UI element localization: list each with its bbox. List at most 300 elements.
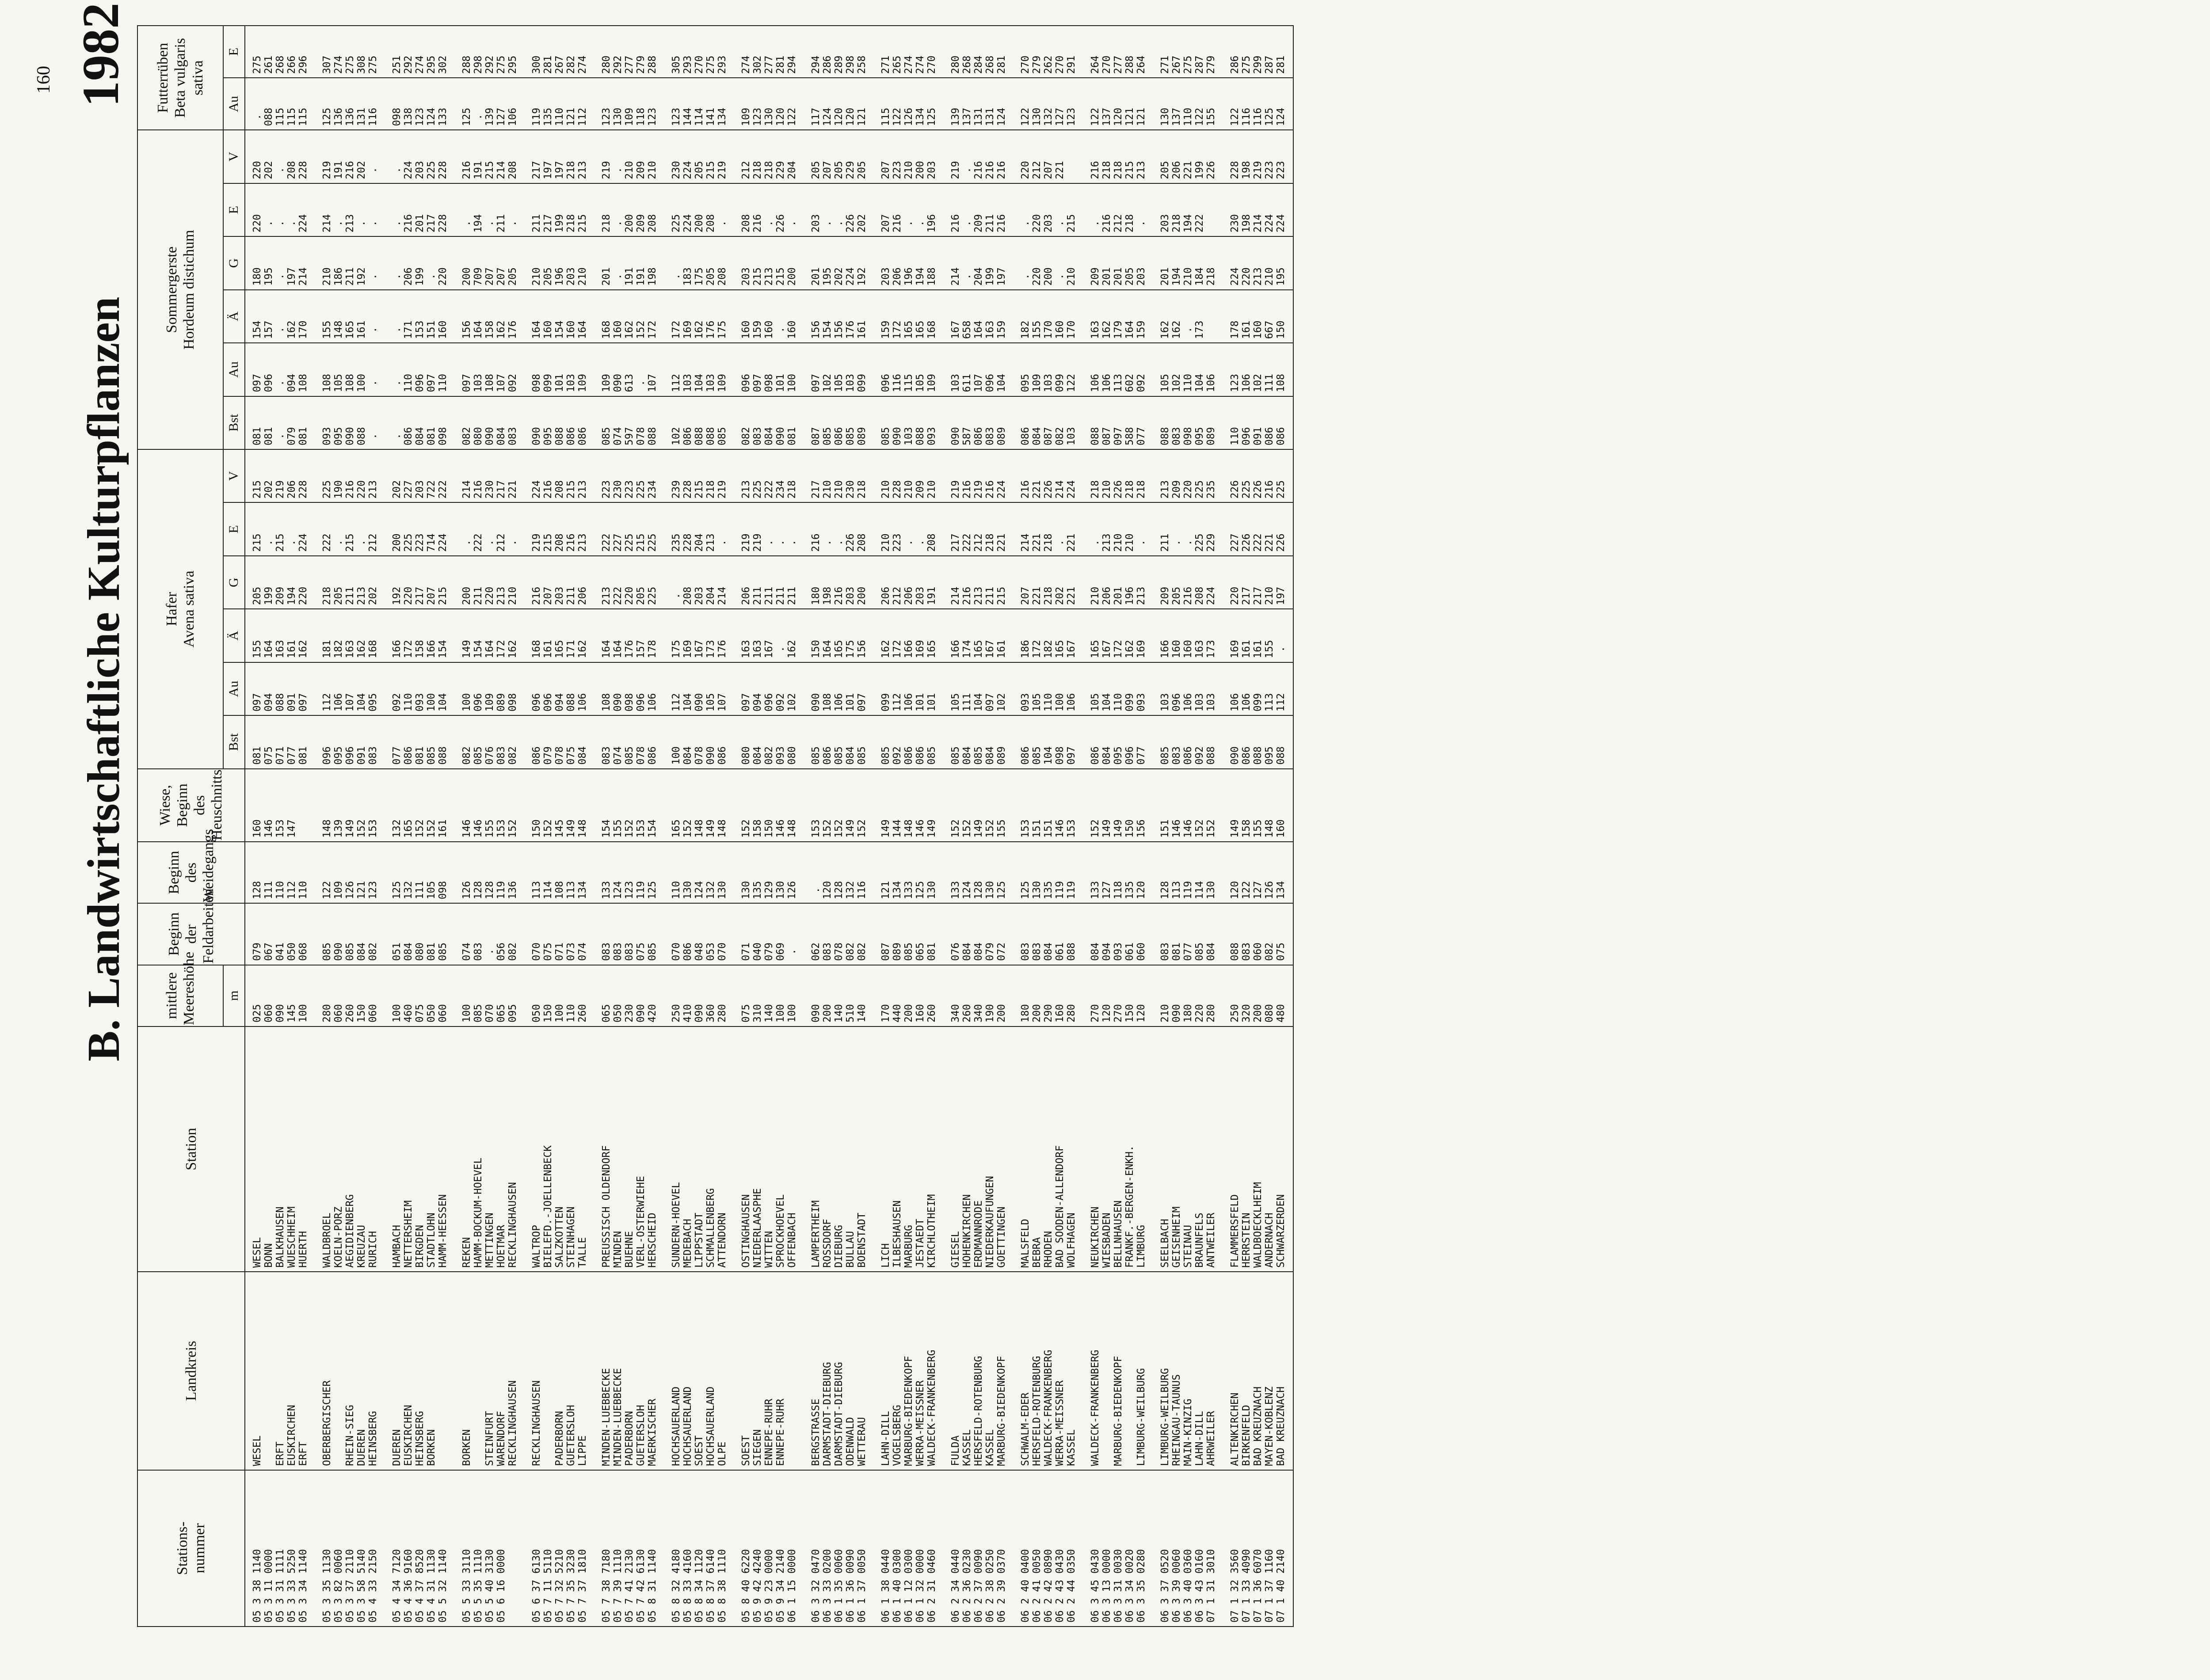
cell-weide: 128 111 110 112 110 bbox=[245, 842, 315, 903]
cell-h-g: 200 211 220 213 210 bbox=[455, 556, 525, 609]
cell-g-ae: 178 161 160 667 150 bbox=[1223, 290, 1293, 343]
cell-g-bst: 110 096 091 086 086 bbox=[1223, 396, 1293, 449]
cell-h-au: 105 111 104 097 102 bbox=[944, 662, 1014, 715]
cell-nr: 05 6 37 6130 05 7 11 5110 05 7 32 5210 05 7 35 3230 05 7 37 1810 bbox=[525, 1470, 594, 1627]
cell-station: SEELBACH GEISENHEIM STEINAU BRAUNFELS ANTWEILER bbox=[1153, 1026, 1223, 1272]
cell-g-g: 201 194 210 184 218 bbox=[1153, 236, 1223, 289]
header-stationsnummer: Stations- nummer bbox=[137, 1470, 245, 1627]
header-rueben-e: E bbox=[223, 26, 245, 78]
cell-landkreis: FULDA KASSEL HERSFELD-ROTENBURG KASSEL MARBURG-BIEDENKOPF bbox=[944, 1272, 1014, 1470]
table-row bbox=[385, 26, 455, 1627]
cell-h-v: 210 228 210 209 210 bbox=[874, 449, 944, 502]
cell-g-e: 207 216 . . 196 bbox=[874, 183, 944, 236]
cell-r-au: 122 116 116 125 124 bbox=[1223, 78, 1293, 130]
phenology-table bbox=[137, 25, 1294, 1627]
cell-h-bst: 100 084 078 090 086 bbox=[664, 715, 734, 768]
cell-h-au: 105 104 110 099 093 bbox=[1083, 662, 1153, 715]
cell-g-g: 214 . 204 199 197 bbox=[944, 236, 1014, 289]
cell-feld: 070 086 048 053 070 bbox=[664, 903, 734, 965]
cell-landkreis: HOCHSAUERLAND HOCHSAUERLAND SOEST HOCHSAUERLAND OLPE bbox=[664, 1272, 734, 1470]
cell-h-e: 227 226 222 221 226 bbox=[1223, 502, 1293, 555]
cell-heu: 153 151 151 146 153 bbox=[1014, 769, 1083, 842]
table-row bbox=[594, 26, 664, 1627]
cell-r-au: 139 137 131 131 124 bbox=[944, 78, 1014, 130]
cell-nr: 06 3 45 0430 06 3 13 0000 06 3 31 0030 06 3 34 0020 06 3 35 0280 bbox=[1083, 1470, 1153, 1627]
cell-g-g: 209 201 201 205 203 bbox=[1083, 236, 1153, 289]
cell-g-v: 212 218 218 229 204 bbox=[734, 130, 804, 183]
table-row bbox=[1153, 26, 1223, 1627]
table-row bbox=[315, 26, 385, 1627]
cell-r-e: 288 298 292 275 295 bbox=[455, 26, 525, 78]
cell-station: HAMBACH NETTERSHEIM BIRGDEN STADTLOHN HAMM-HEESSEN bbox=[385, 1026, 455, 1272]
cell-h-v: 202 227 203 722 222 bbox=[385, 449, 455, 502]
cell-weide: 121 134 133 125 130 bbox=[874, 842, 944, 903]
cell-r-e: 275 261 268 266 296 bbox=[245, 26, 315, 78]
cell-h-e: 210 223 . . 208 bbox=[874, 502, 944, 555]
cell-g-g: 180 195 . 197 214 bbox=[245, 236, 315, 289]
cell-g-bst: 088 087 097 588 077 bbox=[1083, 396, 1153, 449]
cell-h-e: . 222 . 212 . bbox=[455, 502, 525, 555]
cell-g-e: 203 218 194 222 bbox=[1153, 183, 1223, 236]
cell-r-au: 125 . 139 127 106 bbox=[455, 78, 525, 130]
header-rueben-au: Au bbox=[223, 78, 245, 130]
cell-h-v: 225 190 216 220 213 bbox=[315, 449, 385, 502]
cell-station: SUNDERN-HOEVEL MEDEBACH LIPPSTADT SCHMALLENBERG ATTENDORN bbox=[664, 1026, 734, 1272]
cell-h-v: 213 209 220 225 235 bbox=[1153, 449, 1223, 502]
cell-weide: 122 109 126 121 123 bbox=[315, 842, 385, 903]
cell-h-g: 220 217 217 210 197 bbox=[1223, 556, 1293, 609]
cell-g-v: 219 . 216 216 216 bbox=[944, 130, 1014, 183]
cell-r-au: 109 123 130 120 122 bbox=[734, 78, 804, 130]
cell-g-v: 205 206 221 199 226 bbox=[1153, 130, 1223, 183]
cell-g-g: 203 215 213 215 200 bbox=[734, 236, 804, 289]
cell-h-g: 213 222 220 205 225 bbox=[594, 556, 664, 609]
header-feldarbeiten: Beginn der Feldarbeiten bbox=[137, 903, 245, 965]
cell-h-bst: 085 083 086 092 088 bbox=[1153, 715, 1223, 768]
cell-g-e: 225 224 200 208 . bbox=[664, 183, 734, 236]
cell-g-ae: 156 164 158 162 176 bbox=[455, 290, 525, 343]
table-body bbox=[245, 26, 1293, 1627]
cell-g-ae: 160 159 160 . 160 bbox=[734, 290, 804, 343]
cell-g-e: . 194 . 211 . bbox=[455, 183, 525, 236]
cell-h-g: 192 220 217 207 215 bbox=[385, 556, 455, 609]
cell-h-ae: 162 172 166 169 165 bbox=[874, 609, 944, 662]
cell-h-au: 090 108 106 101 097 bbox=[804, 662, 874, 715]
cell-h-au: 099 112 106 101 101 bbox=[874, 662, 944, 715]
cell-feld: 051 084 080 081 085 bbox=[385, 903, 455, 965]
cell-g-au: 096 097 098 101 100 bbox=[734, 343, 804, 396]
cell-g-e: 218 . 200 209 208 bbox=[594, 183, 664, 236]
cell-feld: 085 090 085 084 082 bbox=[315, 903, 385, 965]
cell-h-g: 205 199 209 194 220 bbox=[245, 556, 315, 609]
cell-g-bst: . 086 084 081 098 bbox=[385, 396, 455, 449]
cell-h-au: 093 105 110 100 106 bbox=[1014, 662, 1083, 715]
cell-h-e: 216 . . 226 208 bbox=[804, 502, 874, 555]
cell-h-v: 217 210 210 230 218 bbox=[804, 449, 874, 502]
table-row bbox=[944, 26, 1014, 1627]
cell-g-g: 224 220 213 210 195 bbox=[1223, 236, 1293, 289]
cell-h-bst: 080 084 082 093 080 bbox=[734, 715, 804, 768]
cell-r-e: 300 281 267 282 274 bbox=[525, 26, 594, 78]
cell-r-e: 274 302 277 281 294 bbox=[734, 26, 804, 78]
cell-h-ae: 166 174 165 167 161 bbox=[944, 609, 1014, 662]
cell-g-g: 210 186 211 192 . bbox=[315, 236, 385, 289]
cell-landkreis: SOEST SIEGEN ENNEPE-RUHR ENNEPE-RUHR bbox=[734, 1272, 804, 1470]
year-label: 1982 bbox=[72, 3, 130, 107]
cell-g-ae: 159 172 165 165 168 bbox=[874, 290, 944, 343]
cell-nr: 06 1 38 0440 06 1 40 0300 06 1 12 0300 06 1 32 0000 06 2 31 0460 bbox=[874, 1470, 944, 1627]
cell-g-v: 216 191 215 214 208 bbox=[455, 130, 525, 183]
cell-nr: 05 8 40 6220 05 9 42 4240 05 9 23 0000 05 9 34 2140 06 1 15 0000 bbox=[734, 1470, 804, 1627]
cell-station: WESEL BONN BALKHAUSEN WUESCHHEIM HUERTH bbox=[245, 1026, 315, 1272]
cell-r-e: 251 292 274 295 302 bbox=[385, 26, 455, 78]
cell-h-ae: 175 169 167 173 176 bbox=[664, 609, 734, 662]
cell-h-au: 108 090 098 096 106 bbox=[594, 662, 664, 715]
cell-h-v: 226 225 226 216 225 bbox=[1223, 449, 1293, 502]
cell-feld: 088 083 060 082 075 bbox=[1223, 903, 1293, 965]
cell-r-e: 294 286 289 298 258 bbox=[804, 26, 874, 78]
cell-h-g: 207 221 218 202 221 bbox=[1014, 556, 1083, 609]
cell-landkreis: SCHWALM-EDER HERSFELD-ROTENBURG WALDECK-FRANKENBERG WERRA-MEISSNER KASSEL bbox=[1014, 1272, 1083, 1470]
header-hafer-au: Au bbox=[223, 662, 245, 715]
header-heuschnitt: Wiese, Beginn des Heuschnitts bbox=[137, 769, 245, 842]
cell-landkreis: ALTENKIRCHEN BIRKENFELD BAD KREUZNACH MAYEN-KOBLENZ BAD KREUZNACH bbox=[1223, 1272, 1293, 1470]
cell-g-ae: 182 155 170 160 170 bbox=[1014, 290, 1083, 343]
cell-h-e: 222 . 215 . 212 bbox=[315, 502, 385, 555]
cell-h-v: 213 225 222 234 218 bbox=[734, 449, 804, 502]
cell-feld: 083 081 077 085 084 bbox=[1153, 903, 1223, 965]
cell-g-bst: 093 095 090 088 . bbox=[315, 396, 385, 449]
header-hafer-bst: Bst bbox=[223, 715, 245, 768]
cell-h-ae: 166 172 158 166 154 bbox=[385, 609, 455, 662]
header-station: Station bbox=[137, 1026, 245, 1272]
table-row bbox=[245, 26, 315, 1627]
table-row bbox=[525, 26, 594, 1627]
cell-g-e: 211 217 199 218 215 bbox=[525, 183, 594, 236]
cell-weide: 130 135 129 130 126 bbox=[734, 842, 804, 903]
cell-feld: 079 067 041 050 068 bbox=[245, 903, 315, 965]
cell-weide: 120 122 127 126 134 bbox=[1223, 842, 1293, 903]
cell-nr: 05 4 34 7120 05 4 36 9160 05 4 37 8520 05 4 31 1130 05 5 32 1140 bbox=[385, 1470, 455, 1627]
cell-h-v: 218 210 226 218 218 bbox=[1083, 449, 1153, 502]
cell-nr: 05 3 35 1130 05 3 82 0060 05 3 37 2110 05 3 58 5140 05 4 33 2150 bbox=[315, 1470, 385, 1627]
cell-r-e: 280 268 284 268 281 bbox=[944, 26, 1014, 78]
cell-landkreis: RECKLINGHAUSEN PADERBORN GUETERSLOH LIPPE bbox=[525, 1272, 594, 1470]
cell-h-bst: 096 095 096 091 083 bbox=[315, 715, 385, 768]
cell-h-ae: 150 164 165 175 156 bbox=[804, 609, 874, 662]
cell-station: OSTINGHAUSEN NIEDERLAASPHE WITTEN SPROCKHOEVEL OFFENBACH bbox=[734, 1026, 804, 1272]
cell-g-v: 220 202 . 208 228 bbox=[245, 130, 315, 183]
header-meereshoehe-unit: m bbox=[223, 965, 245, 1026]
cell-h-bst: 090 086 088 095 088 bbox=[1223, 715, 1293, 768]
table-row bbox=[1014, 26, 1083, 1627]
cell-h-g: 218 205 211 213 202 bbox=[315, 556, 385, 609]
cell-g-v: 220 212 207 221 bbox=[1014, 130, 1083, 183]
cell-h-e: 214 221 218 . 221 bbox=[1014, 502, 1083, 555]
cell-g-v: 230 224 205 215 219 bbox=[664, 130, 734, 183]
cell-g-v: 207 223 210 200 203 bbox=[874, 130, 944, 183]
cell-h-au: 106 106 099 113 112 bbox=[1223, 662, 1293, 715]
table-row bbox=[1223, 26, 1293, 1627]
cell-h-g: 216 207 203 211 206 bbox=[525, 556, 594, 609]
cell-g-ae: 155 148 165 161 . bbox=[315, 290, 385, 343]
cell-weide: 128 113 119 114 130 bbox=[1153, 842, 1223, 903]
cell-h-g: 206 212 206 203 191 bbox=[874, 556, 944, 609]
cell-h-v: 223 230 223 225 234 bbox=[594, 449, 664, 502]
cell-nr: 05 5 33 3110 05 5 35 1110 05 5 40 3130 05 6 16 0000 bbox=[455, 1470, 525, 1627]
cell-h-bst: 082 085 076 083 082 bbox=[455, 715, 525, 768]
cell-weide: 133 124 128 130 125 bbox=[944, 842, 1014, 903]
cell-m: 270 120 270 150 120 bbox=[1083, 965, 1153, 1026]
cell-h-g: 206 211 211 211 211 bbox=[734, 556, 804, 609]
cell-g-au: 106 106 113 602 092 bbox=[1083, 343, 1153, 396]
page-title: B. Landwirtschaftliche Kulturpflanzen bbox=[78, 296, 129, 1061]
cell-weide: . 120 128 132 116 bbox=[804, 842, 874, 903]
cell-m: 090 200 140 510 140 bbox=[804, 965, 874, 1026]
cell-g-bst: 087 085 086 085 089 bbox=[804, 396, 874, 449]
cell-h-e: 217 222 212 218 221 bbox=[944, 502, 1014, 555]
header-gerste-au: Au bbox=[223, 343, 245, 396]
cell-g-bst: 082 080 090 084 083 bbox=[455, 396, 525, 449]
cell-station: NEUKIRCHEN WIESBADEN BELLNHAUSEN FRANKF.-BERGEN-ENKH. LIMBURG bbox=[1083, 1026, 1153, 1272]
cell-h-g: 209 205 216 208 224 bbox=[1153, 556, 1223, 609]
cell-g-ae: 163 162 179 164 159 bbox=[1083, 290, 1153, 343]
cell-g-v: 205 207 205 229 205 bbox=[804, 130, 874, 183]
cell-g-ae: . 171 153 151 160 bbox=[385, 290, 455, 343]
cell-g-au: 097 103 108 107 092 bbox=[455, 343, 525, 396]
header-sommergerste: Sommergerste Hordeum distichum bbox=[137, 130, 223, 449]
cell-r-au: . 088 115 115 115 bbox=[245, 78, 315, 130]
cell-landkreis: BERGSTRASSE DARMSTADT-DIEBURG DARMSTADT-DIEBURG ODENWALD WETTERAU bbox=[804, 1272, 874, 1470]
cell-h-ae: 169 161 161 155 . bbox=[1223, 609, 1293, 662]
cell-h-au: 097 094 096 092 102 bbox=[734, 662, 804, 715]
cell-station: LICH ILBESHAUSEN MARBURG JESTAEDT KIRCHLOTHEIM bbox=[874, 1026, 944, 1272]
cell-feld: 062 083 078 082 082 bbox=[804, 903, 874, 965]
cell-h-bst: 086 085 104 098 097 bbox=[1014, 715, 1083, 768]
cell-h-v: 224 216 208 215 213 bbox=[525, 449, 594, 502]
cell-weide: 133 127 118 135 120 bbox=[1083, 842, 1153, 903]
cell-feld: 071 040 079 069 . bbox=[734, 903, 804, 965]
cell-g-bst: 090 095 088 086 086 bbox=[525, 396, 594, 449]
cell-g-bst: 090 587 086 083 089 bbox=[944, 396, 1014, 449]
cell-g-bst: 081 081 . 079 081 bbox=[245, 396, 315, 449]
cell-r-e: 264 270 277 288 264 bbox=[1083, 26, 1153, 78]
cell-g-bst: 088 083 098 095 089 bbox=[1153, 396, 1223, 449]
cell-heu: 148 139 149 152 153 bbox=[315, 769, 385, 842]
cell-weide: 126 128 128 119 136 bbox=[455, 842, 525, 903]
cell-heu: 151 146 146 152 152 bbox=[1153, 769, 1223, 842]
cell-m: 180 200 290 160 280 bbox=[1014, 965, 1083, 1026]
cell-g-v: 217 197 197 218 213 bbox=[525, 130, 594, 183]
cell-g-e: 230 198 214 224 224 bbox=[1223, 183, 1293, 236]
cell-landkreis: OBERBERGISCHER RHEIN-SIEG DUEREN HEINSBERG bbox=[315, 1272, 385, 1470]
cell-feld: 083 083 083 075 085 bbox=[594, 903, 664, 965]
cell-feld: 084 094 093 061 060 bbox=[1083, 903, 1153, 965]
cell-h-bst: 086 079 078 075 084 bbox=[525, 715, 594, 768]
cell-m: 250 320 200 080 480 bbox=[1223, 965, 1293, 1026]
cell-weide: 133 124 123 119 125 bbox=[594, 842, 664, 903]
cell-h-e: 219 215 208 216 213 bbox=[525, 502, 594, 555]
cell-heu: 160 146 153 147 bbox=[245, 769, 315, 842]
cell-m: 250 410 090 360 280 bbox=[664, 965, 734, 1026]
cell-station: REKEN HAMM-BOCKUM-HOEVEL METTINGEN HOETMAR RECKLINGHAUSEN bbox=[455, 1026, 525, 1272]
header-gerste-bst: Bst bbox=[223, 396, 245, 449]
cell-g-v: 228 198 219 223 223 bbox=[1223, 130, 1293, 183]
cell-g-g: 210 205 196 203 210 bbox=[525, 236, 594, 289]
cell-h-au: 100 096 109 089 098 bbox=[455, 662, 525, 715]
cell-nr: 05 7 38 7180 05 7 39 1110 05 7 41 2130 05 7 42 6130 05 8 31 1140 bbox=[594, 1470, 664, 1627]
cell-r-e: 270 279 262 270 291 bbox=[1014, 26, 1083, 78]
cell-g-bst: 086 084 087 082 103 bbox=[1014, 396, 1083, 449]
cell-m: 075 310 140 100 100 bbox=[734, 965, 804, 1026]
cell-feld: 087 089 085 065 081 bbox=[874, 903, 944, 965]
cell-heu: 152 149 149 150 156 bbox=[1083, 769, 1153, 842]
cell-station: WALDBROEL KOELN-PORZ AEGIDIENBERG KREUZAU RURICH bbox=[315, 1026, 385, 1272]
cell-h-v: 219 216 219 216 224 bbox=[944, 449, 1014, 502]
cell-m: 210 090 180 220 280 bbox=[1153, 965, 1223, 1026]
cell-g-au: 095 109 103 099 122 bbox=[1014, 343, 1083, 396]
cell-r-au: 130 137 110 122 155 bbox=[1153, 78, 1223, 130]
cell-g-ae: 164 160 154 160 164 bbox=[525, 290, 594, 343]
cell-m: 065 050 230 090 420 bbox=[594, 965, 664, 1026]
cell-r-au: 122 130 132 127 123 bbox=[1014, 78, 1083, 130]
cell-heu: 165 152 148 149 148 bbox=[664, 769, 734, 842]
cell-r-e: 305 293 270 275 293 bbox=[664, 26, 734, 78]
header-landkreis: Landkreis bbox=[137, 1272, 245, 1470]
cell-g-e: . 216 212 218 . bbox=[1083, 183, 1153, 236]
cell-r-au: 122 137 120 121 121 bbox=[1083, 78, 1153, 130]
cell-h-e: 235 228 204 213 . bbox=[664, 502, 734, 555]
cell-g-v: 219 191 216 202 . bbox=[315, 130, 385, 183]
cell-g-au: 123 106 102 111 108 bbox=[1223, 343, 1293, 396]
cell-g-ae: 172 169 162 176 175 bbox=[664, 290, 734, 343]
cell-g-au: . 110 096 097 110 bbox=[385, 343, 455, 396]
cell-nr: 06 3 32 0470 06 3 33 0200 06 1 35 0060 06 1 36 0090 06 1 37 0050 bbox=[804, 1470, 874, 1627]
cell-h-bst: 085 084 085 084 089 bbox=[944, 715, 1014, 768]
cell-g-v: . 224 203 225 228 bbox=[385, 130, 455, 183]
cell-h-g: 210 206 201 196 213 bbox=[1083, 556, 1153, 609]
cell-landkreis: LIMBURG-WEILBURG RHEINGAU-TAUNUS MAIN-KINZIG LAHN-DILL AHRWEILER bbox=[1153, 1272, 1223, 1470]
header-meereshoehe: mittlere Meereshöhe bbox=[137, 965, 223, 1026]
cell-g-au: 105 102 110 104 106 bbox=[1153, 343, 1223, 396]
cell-station: FLAMMERSFELD HERRSTEIN WALDBOECKLHEIM ANDERNACH SCHWARZERDEN bbox=[1223, 1026, 1293, 1272]
cell-m: 340 260 340 190 200 bbox=[944, 965, 1014, 1026]
cell-g-g: 200 709 207 207 205 bbox=[455, 236, 525, 289]
table-row bbox=[664, 26, 734, 1627]
cell-r-au: 123 130 109 118 123 bbox=[594, 78, 664, 130]
cell-r-au: 098 138 123 124 133 bbox=[385, 78, 455, 130]
cell-g-e: 214 . 213 . . bbox=[315, 183, 385, 236]
cell-h-g: 214 216 213 211 215 bbox=[944, 556, 1014, 609]
cell-r-au: 117 124 120 120 121 bbox=[804, 78, 874, 130]
cell-h-v: 215 202 219 206 228 bbox=[245, 449, 315, 502]
cell-g-e: 220 . . . 224 bbox=[245, 183, 315, 236]
cell-h-g: 180 198 216 203 200 bbox=[804, 556, 874, 609]
cell-h-g: . 208 203 204 214 bbox=[664, 556, 734, 609]
cell-g-e: 216 . 209 211 216 bbox=[944, 183, 1014, 236]
cell-feld: 074 083 . 056 082 bbox=[455, 903, 525, 965]
header-hafer-g: G bbox=[223, 556, 245, 609]
cell-landkreis: MINDEN-LUEBBECKE MINDEN-LUEBBECKE PADERBORN GUETERSLOH MAERKISCHER bbox=[594, 1272, 664, 1470]
cell-h-v: 214 216 230 217 221 bbox=[455, 449, 525, 502]
cell-h-ae: 164 164 176 157 178 bbox=[594, 609, 664, 662]
header-futterrueben: Futterrüben Beta vulgaris sativa bbox=[137, 26, 223, 130]
cell-h-ae: 181 182 163 162 168 bbox=[315, 609, 385, 662]
page-number: 160 bbox=[34, 66, 54, 94]
cell-h-e: 211 . . 225 229 bbox=[1153, 502, 1223, 555]
cell-g-au: 096 116 115 105 109 bbox=[874, 343, 944, 396]
cell-landkreis: WESEL ERFT EUSKIRCHEN ERFT bbox=[245, 1272, 315, 1470]
header-hafer-ae: Ä bbox=[223, 609, 245, 662]
cell-r-e: 271 265 274 274 270 bbox=[874, 26, 944, 78]
cell-h-v: 239 228 215 218 219 bbox=[664, 449, 734, 502]
header-hafer-v: V bbox=[223, 449, 245, 502]
header-gerste-v: V bbox=[223, 130, 245, 183]
cell-r-e: 271 267 275 287 279 bbox=[1153, 26, 1223, 78]
cell-m: 100 085 070 065 095 bbox=[455, 965, 525, 1026]
cell-station: MALSFELD BEBRA RHODEN BAD SOODEN-ALLENDORF WOLFHAGEN bbox=[1014, 1026, 1083, 1272]
cell-g-ae: 162 162 . 173 bbox=[1153, 290, 1223, 343]
cell-h-e: 219 219 . . . bbox=[734, 502, 804, 555]
cell-nr: 07 1 32 3560 07 1 33 4090 07 1 36 6070 07 1 37 1160 07 1 40 2140 bbox=[1223, 1470, 1293, 1627]
cell-h-ae: 168 161 165 171 162 bbox=[525, 609, 594, 662]
cell-heu: 154 155 152 153 154 bbox=[594, 769, 664, 842]
cell-g-au: 103 611 107 096 104 bbox=[944, 343, 1014, 396]
cell-h-ae: 165 167 172 162 169 bbox=[1083, 609, 1153, 662]
cell-station: WALTROP BIELEFD.-JOELLENBECK SALZKOTTEN STEINHAGEN TALLE bbox=[525, 1026, 594, 1272]
header-gerste-g: G bbox=[223, 236, 245, 289]
header-gerste-e: E bbox=[223, 183, 245, 236]
cell-r-e: 286 275 299 287 281 bbox=[1223, 26, 1293, 78]
cell-m: 170 440 200 160 260 bbox=[874, 965, 944, 1026]
cell-nr: 05 3 38 1140 05 3 11 0000 05 3 31 1111 05 3 33 5250 05 3 34 1140 bbox=[245, 1470, 315, 1627]
cell-heu: 150 152 145 149 148 bbox=[525, 769, 594, 842]
cell-feld: 083 083 084 061 088 bbox=[1014, 903, 1083, 965]
cell-heu: 149 158 155 148 160 bbox=[1223, 769, 1293, 842]
cell-nr: 06 3 37 0520 06 3 39 0060 06 3 40 0360 06 3 43 0160 07 1 31 3010 bbox=[1153, 1470, 1223, 1627]
cell-r-au: 115 122 126 134 125 bbox=[874, 78, 944, 130]
cell-feld: 070 075 071 073 074 bbox=[525, 903, 594, 965]
cell-g-au: 112 103 104 103 109 bbox=[664, 343, 734, 396]
cell-weide: 125 132 111 105 098 bbox=[385, 842, 455, 903]
table-row bbox=[1083, 26, 1153, 1627]
cell-g-ae: 156 154 156 176 161 bbox=[804, 290, 874, 343]
table-row bbox=[804, 26, 874, 1627]
cell-heu: 149 144 148 146 149 bbox=[874, 769, 944, 842]
cell-heu: 152 152 149 152 155 bbox=[944, 769, 1014, 842]
cell-g-ae: 167 658 164 163 159 bbox=[944, 290, 1014, 343]
cell-h-au: 092 110 093 100 104 bbox=[385, 662, 455, 715]
cell-h-e: . 213 210 210 . bbox=[1083, 502, 1153, 555]
cell-g-bst: 102 086 088 088 085 bbox=[664, 396, 734, 449]
cell-h-bst: 085 092 086 086 085 bbox=[874, 715, 944, 768]
cell-g-au: 098 099 101 103 109 bbox=[525, 343, 594, 396]
cell-g-au: 097 096 . 094 108 bbox=[245, 343, 315, 396]
header-hafer: Hafer Avena sativa bbox=[137, 449, 223, 769]
cell-g-e: 208 216 . 226 . bbox=[734, 183, 804, 236]
cell-g-g: . 220 200 . 210 bbox=[1014, 236, 1083, 289]
cell-g-e: . 216 201 217 228 bbox=[385, 183, 455, 236]
cell-h-au: 097 094 088 091 097 bbox=[245, 662, 315, 715]
cell-h-ae: 163 163 167 . 162 bbox=[734, 609, 804, 662]
cell-r-e: 307 274 275 308 275 bbox=[315, 26, 385, 78]
cell-m: 100 460 075 050 060 bbox=[385, 965, 455, 1026]
header-hafer-e: E bbox=[223, 502, 245, 555]
cell-heu: 153 152 152 149 152 bbox=[804, 769, 874, 842]
cell-h-e: 215 . 215 . 224 bbox=[245, 502, 315, 555]
cell-g-g: 203 206 196 194 188 bbox=[874, 236, 944, 289]
cell-g-v: 219 . 210 209 210 bbox=[594, 130, 664, 183]
